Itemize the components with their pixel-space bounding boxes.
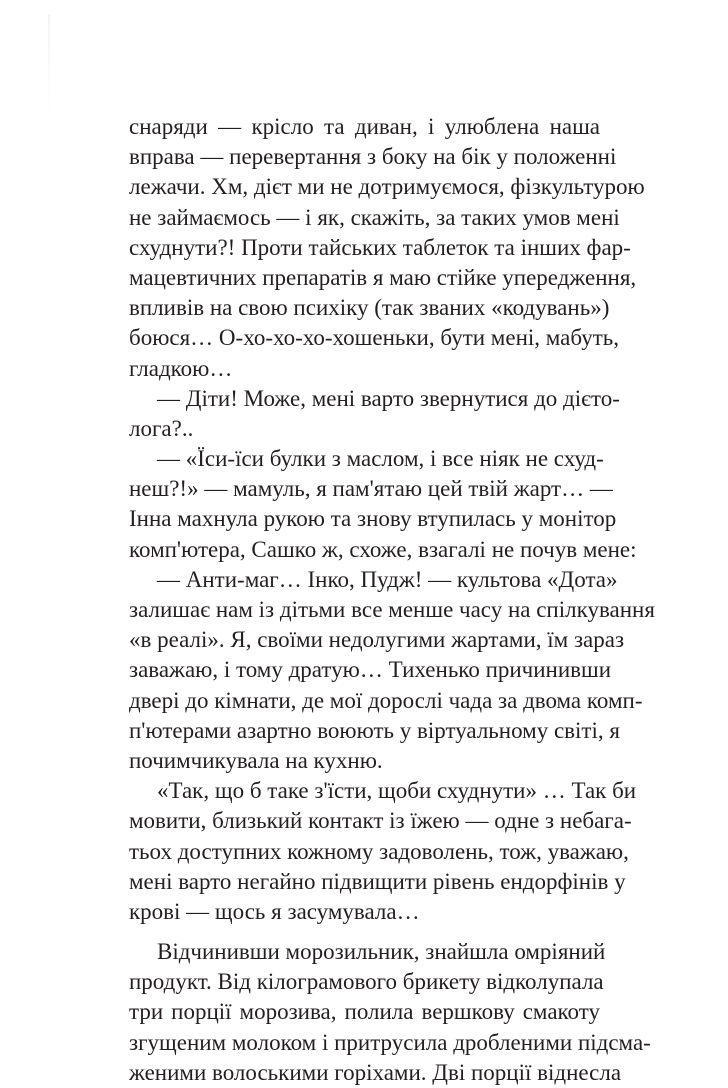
text-line: мацевтичних препаратів я маю стійке упередження, bbox=[129, 264, 637, 290]
text-line: вправа — перевертання з боку на бік у положенні bbox=[129, 144, 617, 170]
text-line: тьох доступних кожному задоволень, тож, уважаю, bbox=[129, 838, 629, 864]
text-line: почимчикувала на кухню. bbox=[129, 747, 383, 773]
text-line: лежачи. Хм, дієт ми не дотримуємося, фізкультурою bbox=[129, 174, 645, 200]
text-line: комп'ютера, Сашко ж, схоже, взагалі не почув мене: bbox=[129, 536, 637, 562]
text-line: схуднути?! Проти тайських таблеток та інших фар- bbox=[129, 234, 631, 260]
text-line: двері до кімнати, де мої дорослі чада за двома комп- bbox=[129, 687, 643, 713]
text-line: мовити, близький контакт із їжею — одне з небага- bbox=[129, 808, 632, 834]
text-line: мені варто негайно підвищити рівень ендорфінів у bbox=[129, 868, 626, 894]
text-line: снаряди — крісло та диван, і улюблена наша bbox=[129, 114, 600, 139]
text-line: залишає нам із дітьми все менше часу на спілкування bbox=[129, 597, 655, 622]
text-line: крові — щось я засумувала… bbox=[129, 898, 420, 924]
text-line: заважаю, і тому дратую… Тихенько причинивши bbox=[129, 657, 612, 683]
body-text bbox=[129, 112, 655, 1088]
text-line: лога?.. bbox=[129, 415, 194, 441]
text-line: три порції морозива, полила вершкову смакоту bbox=[129, 999, 600, 1025]
text-line: боюся… О-хо-хо-хо-хошеньки, бути мені, мабуть, bbox=[129, 325, 619, 351]
text-line: Інна махнула рукою та знову втупилась у монітор bbox=[129, 506, 617, 532]
text-line: женими волоськими горіхами. Дві порції віднесла bbox=[129, 1059, 622, 1085]
text-line: гладкою… bbox=[129, 355, 233, 381]
page-edge-shadow bbox=[48, 14, 50, 114]
text-line: продукт. Від кілограмового брикету відколупала bbox=[129, 969, 604, 995]
text-line: не займаємось — і як, скажіть, за таких умов мені bbox=[129, 204, 620, 230]
paragraph-gap bbox=[129, 927, 600, 937]
text-line: неш?!» — мамуль, я пам'ятаю цей твій жарт… — bbox=[129, 476, 613, 502]
text-line: Відчинивши морозильник, знайшла омріяний bbox=[157, 939, 606, 965]
text-line: — «Їси-їси булки з маслом, і все ніяк не схуд- bbox=[157, 446, 604, 472]
text-line: п'ютерами азартно воюють у віртуальному світі, я bbox=[129, 717, 620, 743]
text-line: — Діти! Може, мені варто звернутися до дієто- bbox=[157, 385, 620, 411]
text-line: згущеним молоком і притрусила дробленими підсма- bbox=[129, 1029, 651, 1055]
text-line: — Анти-маг… Інко, Пудж! — культова «Дота» bbox=[157, 566, 618, 592]
text-line: «Так, що б таке з'їсти, щоби схуднути» … Так би bbox=[157, 778, 637, 804]
text-line: впливів на свою психіку (так званих «кодувань») bbox=[129, 295, 610, 321]
text-line: «в реалі». Я, своїми недолугими жартами, їм зараз bbox=[129, 627, 625, 653]
